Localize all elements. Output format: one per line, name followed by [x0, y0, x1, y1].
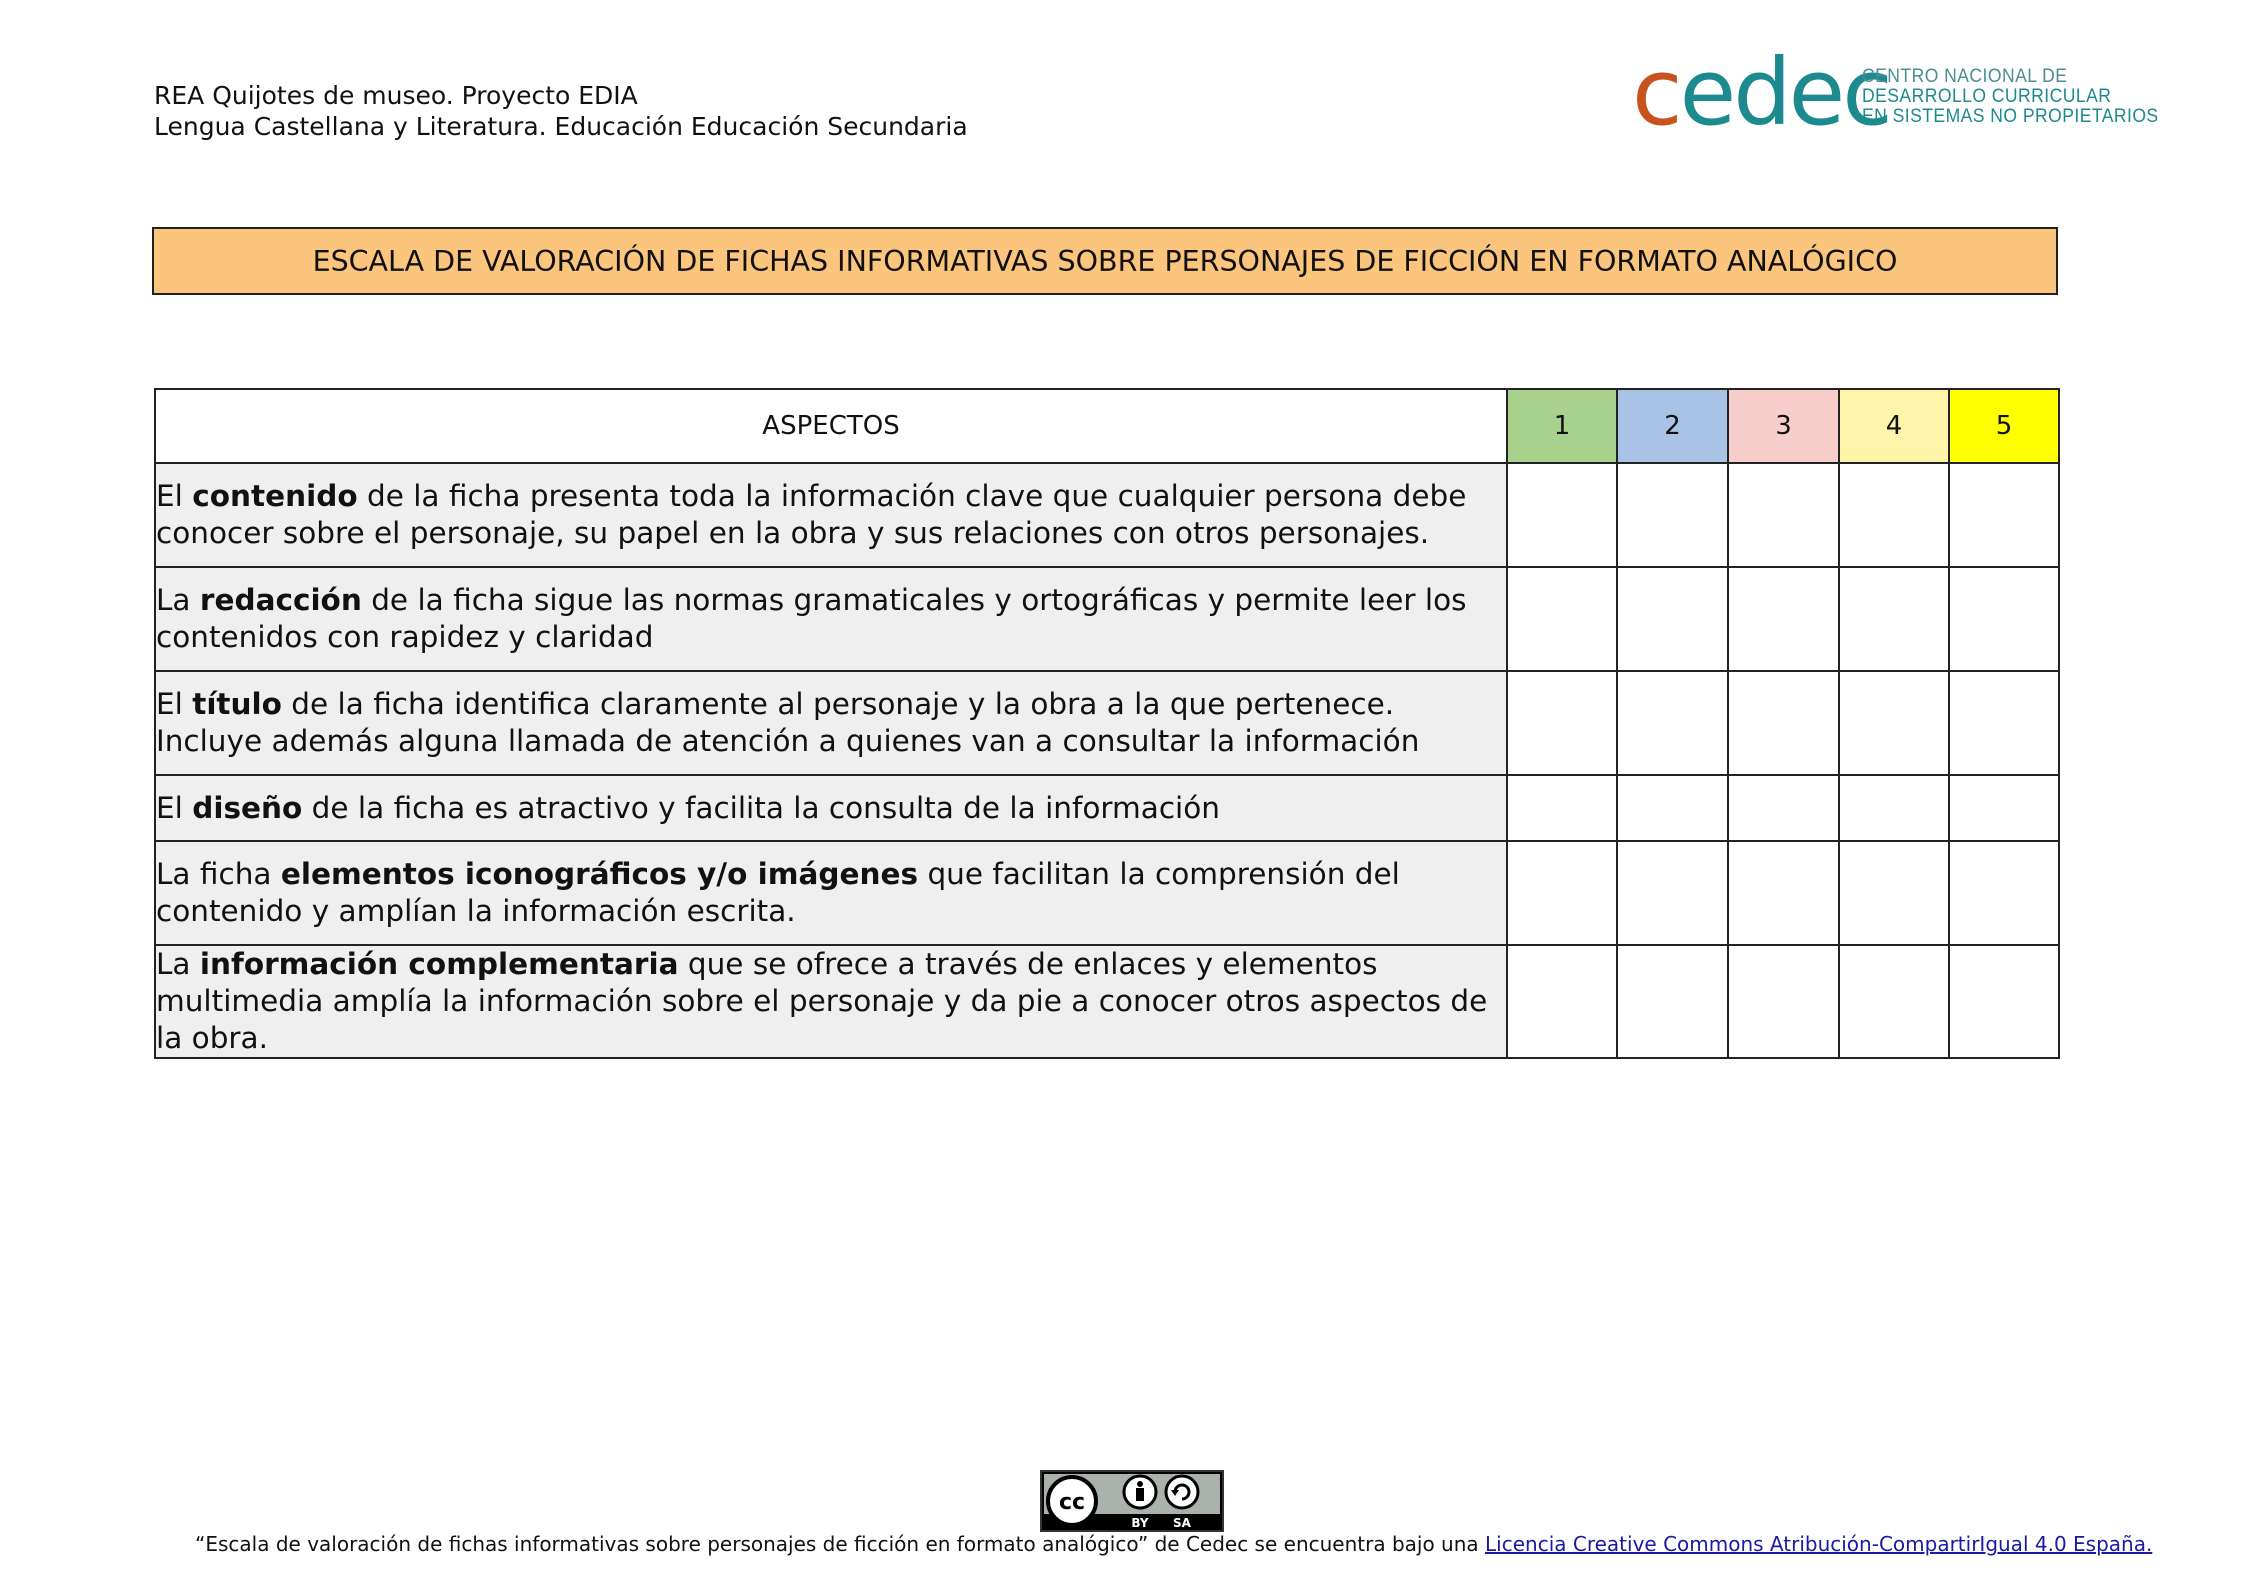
score-cell[interactable]: [1949, 671, 2059, 775]
aspects-header: ASPECTOS: [155, 389, 1507, 463]
score-cell[interactable]: [1839, 671, 1949, 775]
cc-by-sa-icon: [1042, 1472, 1222, 1530]
aspect-description: El diseño de la ficha es atractivo y facilita la consulta de la información: [155, 775, 1507, 841]
score-cell[interactable]: [1617, 841, 1728, 945]
score-header-2: 2: [1617, 389, 1728, 463]
table-header-row: [155, 389, 2059, 463]
score-header-1: 1: [1507, 389, 1617, 463]
license-footer: [195, 1532, 2152, 1556]
score-cell[interactable]: [1507, 671, 1617, 775]
score-cell[interactable]: [1507, 463, 1617, 567]
table-row: [155, 463, 2059, 567]
svg-text:cc: cc: [1058, 1490, 1086, 1515]
cc-by-sa-badge[interactable]: [1040, 1470, 1224, 1532]
score-cell[interactable]: [1507, 567, 1617, 671]
score-cell[interactable]: [1728, 841, 1839, 945]
svg-text:SA: SA: [1173, 1516, 1191, 1530]
score-cell[interactable]: [1728, 945, 1839, 1058]
aspect-description: La información complementaria que se ofrece a través de enlaces y elementos multimedia amplía la información sobre el personaje y da pie a conocer otros aspectos de la obra.: [155, 945, 1507, 1058]
license-link[interactable]: Licencia Creative Commons Atribución-CompartirIgual 4.0 España.: [1485, 1532, 2153, 1556]
score-cell[interactable]: [1507, 945, 1617, 1058]
score-cell[interactable]: [1617, 567, 1728, 671]
score-cell[interactable]: [1617, 775, 1728, 841]
score-header-5: 5: [1949, 389, 2059, 463]
document-header: [154, 80, 968, 142]
score-cell[interactable]: [1839, 945, 1949, 1058]
score-cell[interactable]: [1728, 671, 1839, 775]
score-cell[interactable]: [1839, 463, 1949, 567]
aspect-description: El título de la ficha identifica claramente al personaje y la obra a la que pertenece. Incluye además alguna llamada de atención a quienes van a consultar la información: [155, 671, 1507, 775]
cedec-logo-word: cedec: [1632, 39, 1890, 146]
score-cell[interactable]: [1839, 775, 1949, 841]
score-cell[interactable]: [1617, 463, 1728, 567]
score-cell[interactable]: [1728, 567, 1839, 671]
score-cell[interactable]: [1839, 841, 1949, 945]
score-cell[interactable]: [1949, 841, 2059, 945]
score-cell[interactable]: [1728, 463, 1839, 567]
cedec-logo-text: CENTRO NACIONAL DE DESARROLLO CURRICULAR EN SISTEMAS NO PROPIETARIOS: [1862, 65, 2159, 127]
aspect-description: El contenido de la ficha presenta toda la información clave que cualquier persona debe conocer sobre el personaje, su papel en la obra y sus relaciones con otros personajes.: [155, 463, 1507, 567]
project-line: REA Quijotes de museo. Proyecto EDIA: [154, 81, 638, 110]
table-row: [155, 671, 2059, 775]
score-cell[interactable]: [1949, 945, 2059, 1058]
score-cell[interactable]: [1728, 775, 1839, 841]
score-cell[interactable]: [1949, 567, 2059, 671]
page-title: ESCALA DE VALORACIÓN DE FICHAS INFORMATIVAS SOBRE PERSONAJES DE FICCIÓN EN FORMATO ANALÓGICO: [152, 227, 2058, 295]
score-cell[interactable]: [1507, 775, 1617, 841]
table-row: [155, 567, 2059, 671]
score-header-3: 3: [1728, 389, 1839, 463]
score-cell[interactable]: [1617, 671, 1728, 775]
score-header-4: 4: [1839, 389, 1949, 463]
subject-line: Lengua Castellana y Literatura. Educación Educación Secundaria: [154, 112, 968, 141]
rating-scale-table: [154, 388, 2060, 1059]
license-text: “Escala de valoración de fichas informativas sobre personajes de ficción en formato analógico” de Cedec se encuentra bajo una: [195, 1532, 1486, 1556]
aspect-description: La redacción de la ficha sigue las normas gramaticales y ortográficas y permite leer los contenidos con rapidez y claridad: [155, 567, 1507, 671]
table-row: [155, 841, 2059, 945]
score-cell[interactable]: [1949, 775, 2059, 841]
score-cell[interactable]: [1507, 841, 1617, 945]
score-cell[interactable]: [1839, 567, 1949, 671]
aspect-description: La ficha elementos iconográficos y/o imágenes que facilitan la comprensión del contenido y amplían la información escrita.: [155, 841, 1507, 945]
table-row: [155, 945, 2059, 1058]
score-cell[interactable]: [1617, 945, 1728, 1058]
score-cell[interactable]: [1949, 463, 2059, 567]
table-row: [155, 775, 2059, 841]
svg-text:BY: BY: [1131, 1516, 1149, 1530]
